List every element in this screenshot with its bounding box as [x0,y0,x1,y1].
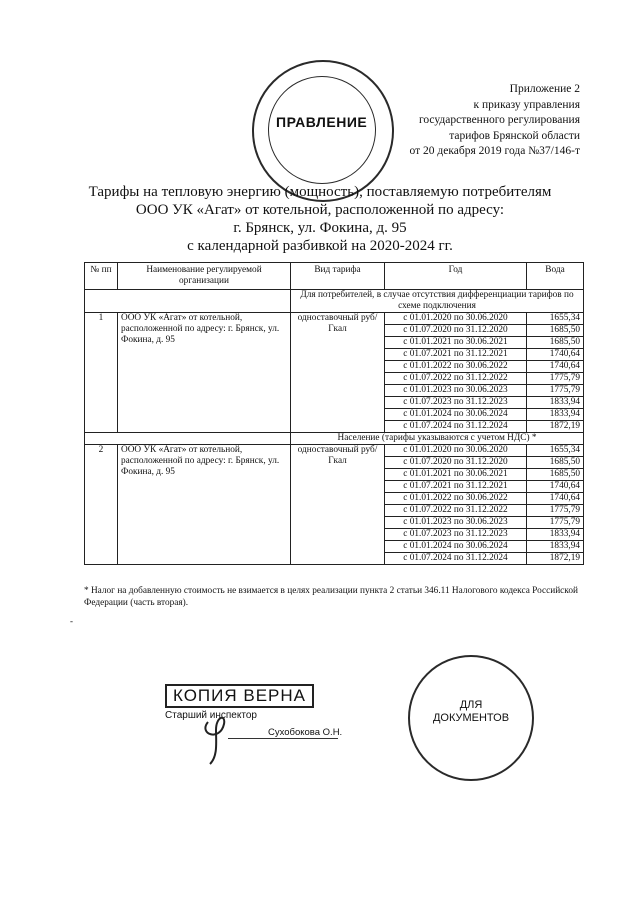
water-value-cell: 1833,94 [527,409,584,421]
period-cell: с 01.01.2022 по 30.06.2022 [385,361,527,373]
period-cell: с 01.07.2021 по 31.12.2021 [385,481,527,493]
tariff-table [84,262,584,565]
row-number: 2 [85,445,118,565]
documents-seal-line: ДЛЯ [459,699,483,711]
official-seal-label: ПРАВЛЕНИЕ [276,114,368,130]
period-cell: с 01.01.2023 по 30.06.2023 [385,517,527,529]
title-line: г. Брянск, ул. Фокина, д. 95 [233,220,407,236]
group-caption: Для потребителей, в случае отсутствия дифференциации тарифов по схеме подключения [291,290,584,313]
organization-name: ООО УК «Агат» от котельной, расположенной по адресу: г. Брянск, ул. Фокина, д. 95 [118,313,291,433]
signature-line [228,738,338,739]
water-value-cell: 1775,79 [527,505,584,517]
table-header-row [85,263,584,290]
period-cell: с 01.07.2021 по 31.12.2021 [385,349,527,361]
period-cell: с 01.01.2020 по 30.06.2020 [385,445,527,457]
official-seal-inner-ring [268,76,376,184]
water-value-cell: 1833,94 [527,529,584,541]
water-value-cell: 1833,94 [527,541,584,553]
period-cell: с 01.01.2021 по 30.06.2021 [385,337,527,349]
header-kind: Вид тарифа [291,263,385,290]
water-value-cell: 1685,50 [527,469,584,481]
water-value-cell: 1775,79 [527,373,584,385]
water-value-cell: 1740,64 [527,349,584,361]
period-cell: с 01.07.2022 по 31.12.2022 [385,373,527,385]
water-value-cell: 1740,64 [527,361,584,373]
period-cell: с 01.01.2020 по 30.06.2020 [385,313,527,325]
official-seal [252,60,394,202]
documents-seal-line: ДОКУМЕНТОВ [432,712,510,724]
water-value-cell: 1775,79 [527,517,584,529]
appendix-line: от 20 декабря 2019 года №37/146-т [409,145,580,157]
period-cell: с 01.07.2020 по 31.12.2020 [385,325,527,337]
water-value-cell: 1740,64 [527,481,584,493]
period-cell: с 01.07.2023 по 31.12.2023 [385,397,527,409]
appendix-line: государственного регулирования [418,114,580,126]
title-line: с календарной разбивкой на 2020-2024 гг. [187,238,453,254]
header-water: Вода [527,263,584,290]
water-value-cell: 1872,19 [527,553,584,565]
period-cell: с 01.07.2020 по 31.12.2020 [385,457,527,469]
period-cell: с 01.01.2024 по 30.06.2024 [385,541,527,553]
row-number: 1 [85,313,118,433]
group-caption: Население (тарифы указываются с учетом НДС) * [291,433,584,445]
header-year: Год [385,263,527,290]
water-value-cell: 1740,64 [527,493,584,505]
table-row [85,313,584,325]
table-body [85,290,584,565]
copy-stamp-name: Сухобокова О.Н. [268,727,343,738]
footnote: * Налог на добавленную стоимость не взимается в целях реализации пункта 2 статьи 346.11 Налогового кодекса Российской Федерации (часть вторая). [84,586,578,608]
water-value-cell: 1685,50 [527,337,584,349]
appendix-line: тарифов Брянской области [449,129,580,142]
period-cell: с 01.01.2023 по 30.06.2023 [385,385,527,397]
documents-seal [408,655,534,781]
appendix-line: к приказу управления [473,98,580,111]
title-line: Тарифы на тепловую энергию (мощность), поставляемую потребителям [88,184,552,200]
header-org: Наименование регулируемой организации [118,263,291,290]
tariff-kind: одноставочный руб/Гкал [291,445,385,565]
water-value-cell: 1872,19 [527,421,584,433]
water-value-cell: 1655,34 [527,445,584,457]
margin-mark: - [70,616,73,626]
water-value-cell: 1685,50 [527,325,584,337]
water-value-cell: 1775,79 [527,385,584,397]
copy-stamp-role: Старший инспектор [165,710,257,721]
header-num: № пп [85,263,118,290]
caption-empty-cell [85,433,291,445]
appendix-block [410,82,580,160]
caption-empty-cell [85,290,291,313]
table-row [85,445,584,457]
period-cell: с 01.01.2022 по 30.06.2022 [385,493,527,505]
copy-stamp-title: КОПИЯ ВЕРНА [165,684,314,708]
documents-seal-label [410,699,532,725]
tariff-kind: одноставочный руб/Гкал [291,313,385,433]
appendix-line: Приложение 2 [509,83,580,95]
title-line: ООО УК «Агат» от котельной, расположенной по адресу: [135,202,505,218]
period-cell: с 01.07.2024 по 31.12.2024 [385,421,527,433]
water-value-cell: 1655,34 [527,313,584,325]
water-value-cell: 1833,94 [527,397,584,409]
water-value-cell: 1685,50 [527,457,584,469]
period-cell: с 01.01.2021 по 30.06.2021 [385,469,527,481]
period-cell: с 01.01.2024 по 30.06.2024 [385,409,527,421]
period-cell: с 01.07.2024 по 31.12.2024 [385,553,527,565]
document-title [0,183,640,255]
group-caption-row [85,290,584,313]
organization-name: ООО УК «Агат» от котельной, расположенной по адресу: г. Брянск, ул. Фокина, д. 95 [118,445,291,565]
period-cell: с 01.07.2022 по 31.12.2022 [385,505,527,517]
group-caption-row [85,433,584,445]
period-cell: с 01.07.2023 по 31.12.2023 [385,529,527,541]
